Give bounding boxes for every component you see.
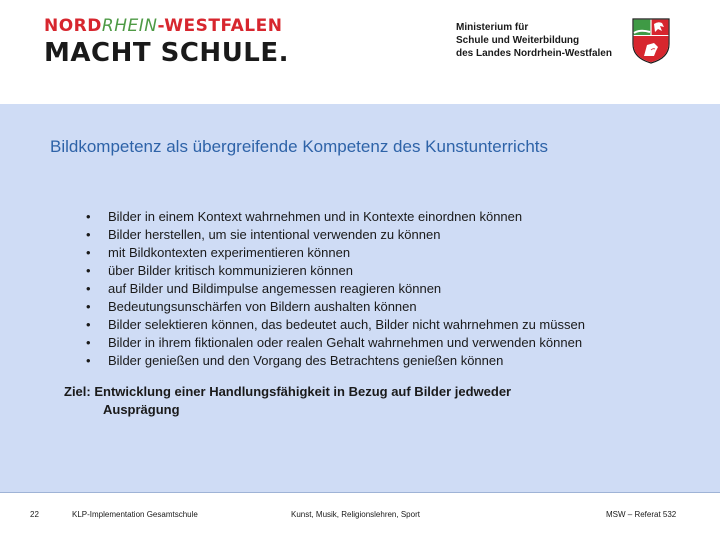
- logo-nord: NORD: [44, 16, 102, 36]
- list-item-text: Bilder herstellen, um sie intentional verwenden zu können: [108, 227, 441, 242]
- list-item: [86, 208, 585, 226]
- ministry-line: Schule und Weiterbildung: [456, 35, 580, 46]
- list-item-text: Bilder selektieren können, das bedeutet auch, Bilder nicht wahrnehmen zu müssen: [108, 317, 585, 332]
- slide-title: Bildkompetenz als übergreifende Kompetenz des Kunstunterrichts: [50, 137, 549, 156]
- list-item: [86, 280, 585, 298]
- list-item-text: Bilder genießen und den Vorgang des Betrachtens genießen können: [108, 353, 504, 368]
- logo-westfalen: -WESTFALEN: [157, 16, 283, 36]
- list-item-text: auf Bilder und Bildimpulse angemessen reagieren können: [108, 281, 442, 296]
- goal-line: Ziel: Entwicklung einer Handlungsfähigkeit in Bezug auf Bilder jedweder: [64, 384, 512, 399]
- list-item: [86, 316, 585, 334]
- list-item-text: mit Bildkontexten experimentieren können: [108, 245, 351, 260]
- list-item-text: über Bilder kritisch kommunizieren können: [108, 263, 353, 278]
- bullet-icon: •: [86, 263, 91, 278]
- bullet-icon: •: [86, 209, 91, 224]
- ministry-line: des Landes Nordrhein-Westfalen: [456, 48, 612, 59]
- list-item: [86, 262, 585, 280]
- footer-right-text: MSW – Referat 532: [606, 510, 677, 519]
- logo-rhein: RHEIN: [101, 16, 158, 36]
- nrw-coat-of-arms-icon: [632, 18, 670, 64]
- footer-center-text: Kunst, Musik, Religionslehren, Sport: [291, 510, 420, 519]
- footer: [0, 492, 720, 541]
- bullet-icon: •: [86, 245, 91, 260]
- goal-statement: [64, 383, 511, 419]
- bullet-icon: •: [86, 317, 91, 332]
- page-number: 22: [30, 510, 39, 519]
- list-item-text: Bilder in ihrem fiktionalen oder realen Gehalt wahrnehmen und verwenden können: [108, 335, 583, 350]
- bullet-icon: •: [86, 227, 91, 242]
- competency-list: [86, 208, 585, 370]
- ministry-name: [456, 21, 612, 60]
- nrw-macht-schule-logo: [44, 16, 289, 68]
- list-item: [86, 226, 585, 244]
- bullet-icon: •: [86, 299, 91, 314]
- goal-line: Ausprägung: [103, 402, 180, 417]
- list-item: [86, 334, 585, 352]
- bullet-icon: •: [86, 281, 91, 296]
- list-item-text: Bilder in einem Kontext wahrnehmen und in Kontexte einordnen können: [108, 209, 523, 224]
- list-item-text: Bedeutungsunschärfen von Bildern aushalten können: [108, 299, 417, 314]
- logo-tagline: MACHT SCHULE.: [44, 38, 290, 68]
- ministry-line: Ministerium für: [456, 22, 529, 33]
- logo-wordmark: [44, 16, 289, 36]
- bullet-icon: •: [86, 335, 91, 350]
- header: [0, 0, 720, 104]
- list-item: [86, 244, 585, 262]
- list-item: [86, 298, 585, 316]
- list-item: [86, 352, 585, 370]
- footer-left-text: KLP-Implementation Gesamtschule: [72, 510, 198, 519]
- bullet-icon: •: [86, 353, 91, 368]
